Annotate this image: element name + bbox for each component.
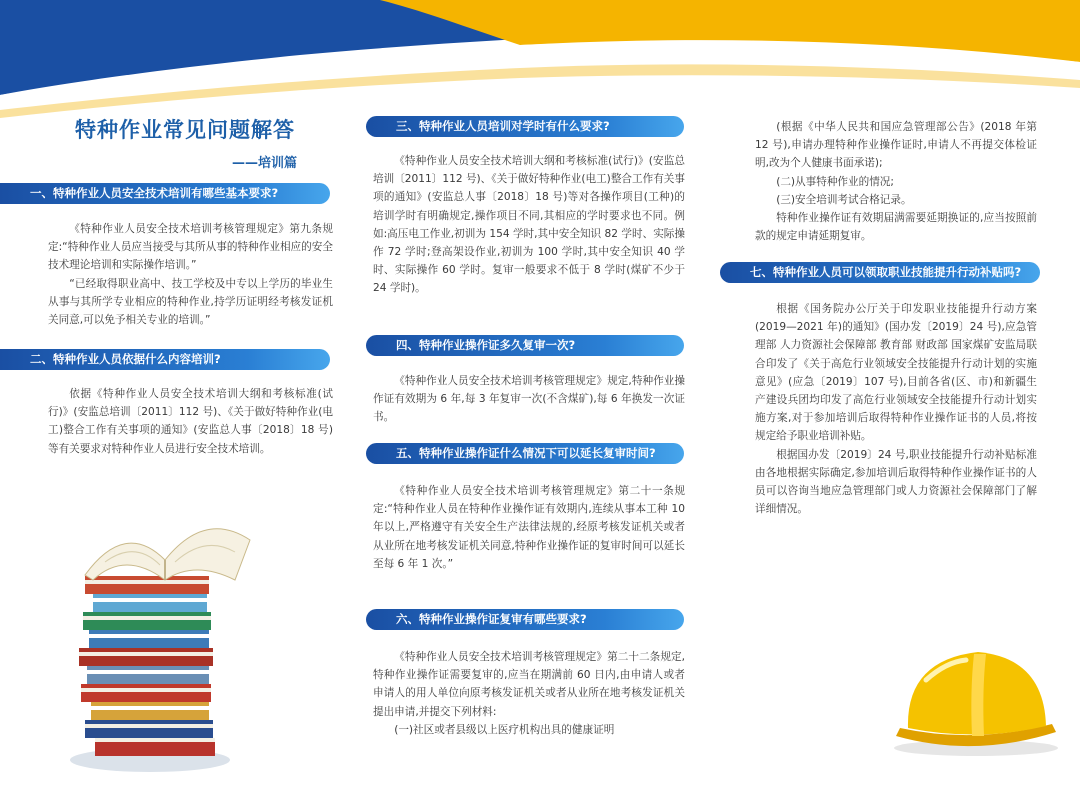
section-5-paragraph-1: 《特种作业人员安全技术培训考核管理规定》第二十一条规定:“特种作业人员在特种作业操作证有效期内,连续从事本工种 10 年以上,严格遵守有关安全生产法律法规的,经原考核发证机关或者从业所在地考核发证机关同意,特种作业操作证的复审时间可以延长至每 6 年 1 次。” [373, 485, 685, 570]
section-6-continued-paragraph-4: 特种作业操作证有效期届满需要延期换证的,应当按照前款的规定申请延期复审。 [755, 212, 1037, 243]
page-title: 特种作业常见问题解答 [75, 118, 295, 142]
top-banner [0, 0, 1080, 120]
section-2-paragraph-1: 依据《特种作业人员安全技术培训大纲和考核标准(试行)》(安监总培训〔2011〕112 号)、《关于做好特种作业(电工)整合工作有关事项的通知》(安监总人事〔2018〕18 号)等有关要求对特种作业人员进行安全技术培训。 [48, 388, 333, 455]
section-6-continued-paragraph-2: (二)从事特种作业的情况; [776, 175, 894, 188]
section-body-4 [373, 372, 685, 427]
section-heading-2: 二、特种作业人员依据什么内容培训? [0, 349, 330, 370]
section-6-paragraph-1: 《特种作业人员安全技术培训考核管理规定》第二十二条规定,特种作业操作证需要复审的,应当在期满前 60 日内,由申请人或者申请人的用人单位向原考核发证机关或者从业所在地考核发证机关提出申请,并提交下列材料: [373, 651, 685, 718]
section-6-continued [755, 118, 1037, 245]
section-heading-5: 五、特种作业操作证什么情况下可以延长复审时间? [366, 443, 684, 464]
section-heading-4: 四、特种作业操作证多久复审一次? [366, 335, 684, 356]
section-7-paragraph-2: 根据国办发〔2019〕24 号,职业技能提升行动补贴标准由各地根据实际确定,参加培训后取得特种作业操作证书的人员可以咨询当地应急管理部门或人力资源社会保障部门了解详细情况。 [755, 448, 1037, 516]
section-4-paragraph-1: 《特种作业人员安全技术培训考核管理规定》规定,特种作业操作证有效期为 6 年,每 3 年复审一次(不含煤矿),每 6 年换发一次证书。 [373, 375, 685, 424]
section-body-3 [373, 152, 685, 298]
section-body-1 [48, 220, 333, 329]
section-heading-1: 一、特种作业人员安全技术培训有哪些基本要求? [0, 183, 330, 204]
section-6-continued-paragraph-3: (三)安全培训考试合格记录。 [776, 193, 912, 206]
section-6-continued-paragraph-1: (根据《中华人民共和国应急管理部公告》(2018 年第 12 号),申请办理特种作业操作证时,申请人不再提交体检证明,改为个人健康书面承诺); [755, 121, 1037, 170]
page-subtitle: ——培训篇 [232, 156, 298, 171]
section-6-paragraph-2: (一)社区或者县级以上医疗机构出具的健康证明 [394, 723, 615, 736]
section-3-paragraph-1: 《特种作业人员安全技术培训大纲和考核标准(试行)》(安监总培训〔2011〕112 号)、《关于做好特种作业(电工)整合工作有关事项的通知》(安监总人事〔2018〕18 号)等对各操作项目(工种)的培训学时有明确规定,操作项目不同,其相应的学时要求也不同。例如:高压电工作业,初训为 154 学时,其中安全知识 82 学时、实际操作 72 学时;登高架设作业,初训为 100 学时,其中安全知识 40 学时、实际操作 60 学时。复审一般要求不低于 8 学时(煤矿不少于 24 学时)。 [373, 155, 685, 295]
section-body-5 [373, 482, 685, 573]
safety-helmet-illustration [886, 640, 1062, 760]
section-heading-6: 六、特种作业操作证复审有哪些要求? [366, 609, 684, 630]
section-body-6 [373, 648, 685, 739]
section-1-paragraph-1: 《特种作业人员安全技术培训考核管理规定》第九条规定:“特种作业人员应当接受与其所从事的特种作业相应的安全技术理论培训和实际操作培训。” [48, 223, 333, 272]
section-heading-3: 三、特种作业人员培训对学时有什么要求? [366, 116, 684, 137]
section-7-paragraph-1: 根据《国务院办公厅关于印发职业技能提升行动方案(2019—2021 年)的通知》(国办发〔2019〕24 号),应急管理部 人力资源社会保障部 教育部 财政部 国家煤矿安监局联合印发了《关于高危行业领域安全技能提升行动计划的实施意见》(应急〔2019〕107 号),目前各省(区、市)和新疆生产建设兵团均印发了高危行业领域安全技能提升行动计划实施方案,对于参加培训后取得特种作业操作证书的人员,将按规定给予职业培训补贴。 [755, 303, 1037, 443]
section-1-paragraph-2: “已经取得职业高中、技工学校及中专以上学历的毕业生从事与其所学专业相应的特种作业,持学历证明经考核发证机关同意,可以免予相关专业的培训。” [48, 277, 333, 327]
section-body-7 [755, 300, 1037, 518]
books-illustration [65, 480, 265, 790]
section-heading-7: 七、特种作业人员可以领取职业技能提升行动补贴吗? [720, 262, 1040, 283]
section-body-2 [48, 385, 333, 458]
